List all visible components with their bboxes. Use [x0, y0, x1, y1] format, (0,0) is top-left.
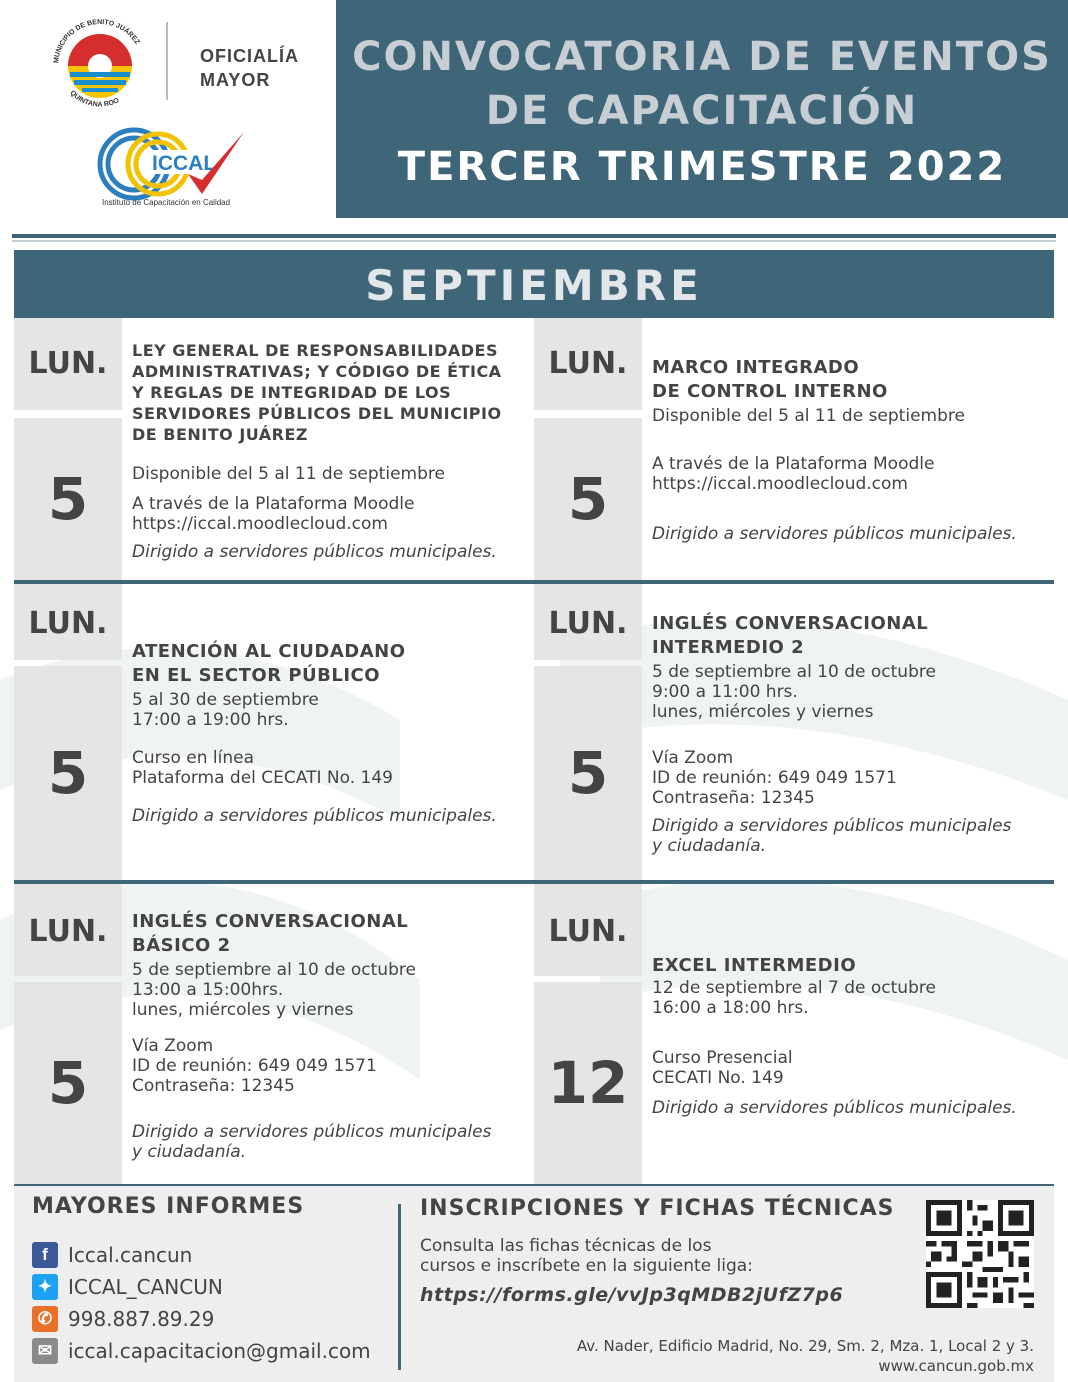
day-column	[14, 584, 122, 880]
day-column	[14, 318, 122, 580]
website-link[interactable]: www.cancun.gob.mx	[878, 1357, 1034, 1375]
phone-icon: ✆	[32, 1306, 58, 1332]
day-name: LUN.	[534, 884, 642, 976]
address-line: Av. Nader, Edificio Madrid, No. 29, Sm. 2, Mza. 1, Local 2 y 3.	[576, 1337, 1034, 1355]
event-row	[14, 884, 1054, 1184]
contact-text: ICCAL_CANCUN	[68, 1275, 223, 1299]
contact-text: Iccal.cancun	[68, 1243, 193, 1267]
contact-email[interactable]	[32, 1336, 392, 1364]
footer	[14, 1186, 1054, 1382]
day-name: LUN.	[14, 584, 122, 660]
svg-text:QUINTANA ROO: QUINTANA ROO	[68, 89, 121, 109]
event-audience: Dirigido a servidores públicos municipales.	[652, 524, 1017, 544]
svg-text:ICCAL: ICCAL	[152, 152, 217, 175]
event-dates: Disponible del 5 al 11 de septiembre	[132, 464, 445, 484]
divider	[12, 240, 1056, 242]
day-number: 5	[14, 982, 122, 1184]
event-audience: Dirigido a servidores públicos municipales.	[132, 806, 497, 826]
day-name: LUN.	[14, 318, 122, 410]
contact-text: iccal.capacitacion@gmail.com	[68, 1339, 371, 1363]
event-dates: 5 de septiembre al 10 de octubre 9:00 a 11:00 hrs. lunes, miércoles y viernes	[652, 662, 936, 722]
event-info	[652, 318, 1052, 580]
event-title: INGLÉS CONVERSACIONAL INTERMEDIO 2	[652, 613, 929, 658]
event-card	[534, 584, 1054, 880]
event-title: ATENCIÓN AL CIUDADANO EN EL SECTOR PÚBLICO	[132, 641, 406, 686]
month-heading: SEPTIEMBRE	[14, 250, 1054, 318]
event-audience: Dirigido a servidores públicos municipales.	[132, 542, 497, 562]
day-number: 5	[534, 666, 642, 880]
event-audience: Dirigido a servidores públicos municipales y ciudadanía.	[652, 816, 1012, 856]
day-column	[14, 884, 122, 1184]
event-modality: Curso en línea Plataforma del CECATI No. 149	[132, 748, 393, 788]
day-column	[534, 884, 642, 1184]
event-card	[14, 318, 534, 580]
contact-text: 998.887.89.29	[68, 1307, 215, 1331]
event-card	[14, 584, 534, 880]
registration-heading: INSCRIPCIONES Y FICHAS TÉCNICAS	[420, 1196, 895, 1221]
day-name: LUN.	[534, 318, 642, 410]
logo-area	[0, 0, 336, 220]
day-number: 12	[534, 982, 642, 1184]
event-title: LEY GENERAL DE RESPONSABILIDADES ADMINISTRATIVAS; Y CÓDIGO DE ÉTICA Y REGLAS DE INTEGRIDAD DE LOS SERVIDORES PÚBLICOS DEL MUNICIPIO DE BENITO JUÁREZ	[132, 341, 502, 444]
event-row	[14, 584, 1054, 880]
iccal-subtitle: Instituto de Capacitación en Calidad	[102, 198, 231, 207]
facebook-icon: f	[32, 1242, 58, 1268]
info-heading: MAYORES INFORMES	[32, 1194, 305, 1219]
event-card	[14, 884, 534, 1184]
contact-facebook[interactable]	[32, 1240, 392, 1268]
event-info	[132, 884, 532, 1184]
title-line-1: CONVOCATORIA DE EVENTOS	[352, 34, 1052, 80]
event-dates: 12 de septiembre al 7 de octubre 16:00 a 18:00 hrs.	[652, 978, 936, 1018]
event-modality: Vía Zoom ID de reunión: 649 049 1571 Contraseña: 12345	[652, 748, 897, 808]
event-row	[14, 318, 1054, 580]
oficialia-mayor-label: OFICIALÍA MAYOR	[200, 46, 299, 90]
event-dates: Disponible del 5 al 11 de septiembre	[652, 406, 965, 426]
event-audience: Dirigido a servidores públicos municipales.	[652, 1098, 1017, 1118]
event-card	[534, 318, 1054, 580]
event-title: EXCEL INTERMEDIO	[652, 955, 857, 976]
event-modality: Vía Zoom ID de reunión: 649 049 1571 Contraseña: 12345	[132, 1036, 377, 1096]
address	[577, 1336, 1034, 1376]
event-modality: A través de la Plataforma Moodle https://iccal.moodlecloud.com	[132, 494, 415, 534]
footer-divider	[398, 1204, 401, 1370]
event-audience: Dirigido a servidores públicos municipales y ciudadanía.	[132, 1122, 492, 1162]
svg-text:MUNICIPIO DE BENITO JUÁREZ: MUNICIPIO DE BENITO JUÁREZ	[53, 18, 141, 64]
event-info	[652, 584, 1052, 880]
title-line-2: DE CAPACITACIÓN	[485, 88, 919, 134]
event-info	[132, 584, 532, 880]
event-title: INGLÉS CONVERSACIONAL BÁSICO 2	[132, 911, 409, 956]
event-info	[652, 884, 1052, 1184]
title-banner	[336, 0, 1068, 218]
day-name: LUN.	[14, 884, 122, 976]
mail-icon: ✉	[32, 1338, 58, 1364]
qr-code-icon[interactable]	[926, 1200, 1034, 1308]
contact-phone[interactable]	[32, 1304, 392, 1332]
registration-link[interactable]: https://forms.gle/vvJp3qMDB2jUfZ7p6	[420, 1284, 844, 1306]
contact-twitter[interactable]	[32, 1272, 392, 1300]
title-line-3: TERCER TRIMESTRE 2022	[397, 144, 1007, 190]
event-modality: A través de la Plataforma Moodle https://iccal.moodlecloud.com	[652, 454, 935, 494]
day-column	[534, 584, 642, 880]
event-info	[132, 318, 532, 580]
day-number: 5	[14, 666, 122, 880]
registration-description: Consulta las fichas técnicas de los cursos e inscríbete en la siguiente liga:	[420, 1236, 753, 1276]
header-divider	[166, 22, 168, 100]
event-card	[534, 884, 1054, 1184]
event-modality: Curso Presencial CECATI No. 149	[652, 1048, 793, 1088]
event-title: MARCO INTEGRADO DE CONTROL INTERNO	[652, 357, 888, 402]
day-number: 5	[534, 418, 642, 580]
day-column	[534, 318, 642, 580]
municipio-seal-icon	[44, 14, 156, 110]
day-number: 5	[14, 418, 122, 580]
twitter-icon: ✦	[32, 1274, 58, 1300]
event-dates: 5 al 30 de septiembre 17:00 a 19:00 hrs.	[132, 690, 319, 730]
event-dates: 5 de septiembre al 10 de octubre 13:00 a 15:00hrs. lunes, miércoles y viernes	[132, 960, 416, 1020]
divider	[12, 234, 1056, 238]
day-name: LUN.	[534, 584, 642, 660]
